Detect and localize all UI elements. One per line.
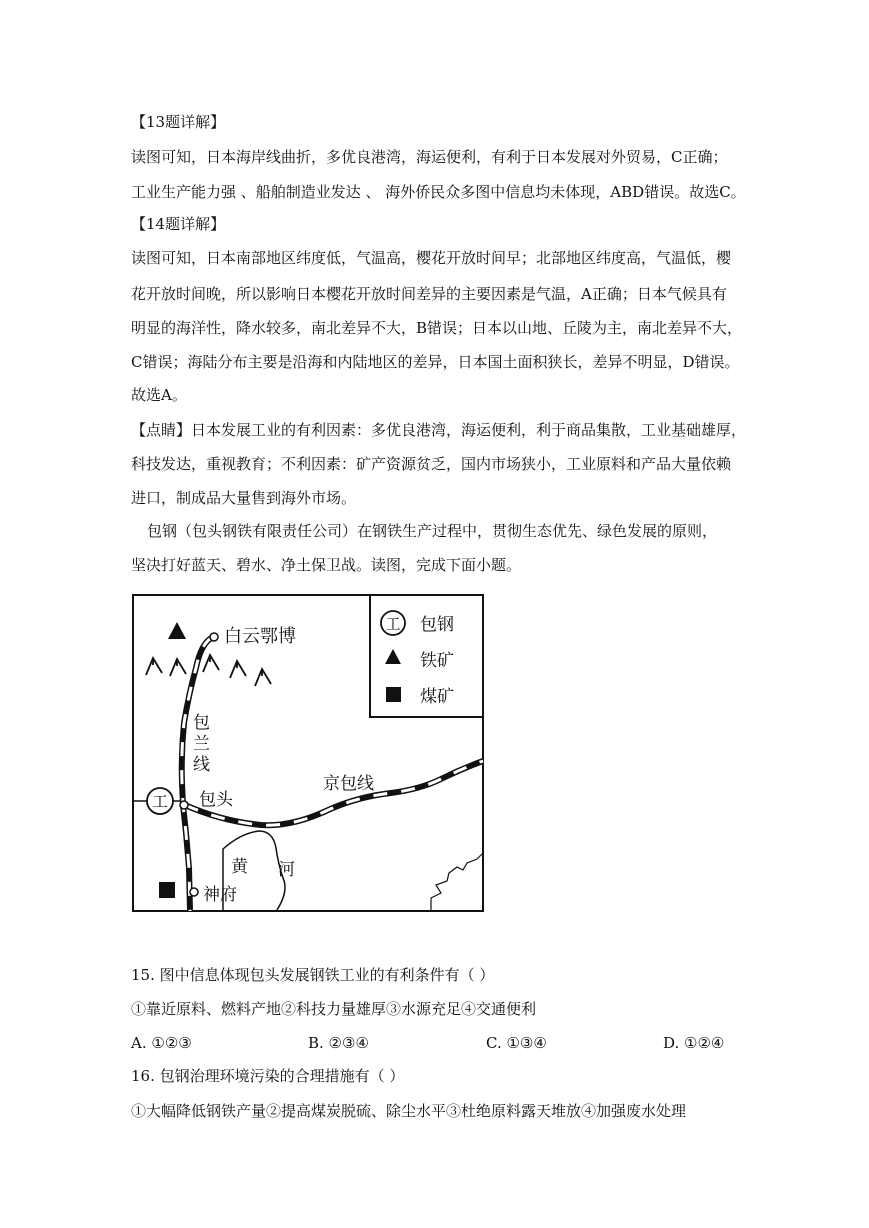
intro-line-2: 坚决打好蓝天、碧水、净土保卫战。读图，完成下面小题。 bbox=[131, 556, 522, 574]
legend-factory-label: 包钢 bbox=[420, 615, 454, 635]
baogang-factory-symbol: 工 bbox=[151, 792, 169, 811]
note-line-1: 【点睛】日本发展工业的有利因素：多优良港湾，海运便利，利于商品集散，工业基础雄厚， bbox=[131, 421, 747, 439]
q14-line-4: C错误；海陆分布主要是沿海和内陆地区的差异，日本国土面积狭长，差异不明显，D错误。 bbox=[131, 353, 740, 371]
label-shenfu: 神府 bbox=[203, 885, 237, 905]
q15-option-a[interactable]: A. ①②③ bbox=[131, 1034, 192, 1052]
baiyun-station bbox=[210, 633, 218, 641]
q14-line-5: 故选A。 bbox=[131, 386, 187, 404]
q14-line-1: 读图可知，日本南部地区纬度低，气温高，樱花开放时间早；北部地区纬度高，气温低，樱 bbox=[131, 249, 732, 267]
q15-option-d[interactable]: D. ①②④ bbox=[663, 1034, 725, 1052]
label-baotou: 包头 bbox=[199, 790, 233, 810]
q15-statement: ①靠近原料、燃料产地②科技力量雄厚③水源充足④交通便利 bbox=[131, 1000, 537, 1018]
legend-iron-label: 铁矿 bbox=[420, 651, 454, 671]
q16-stem: 16. 包钢治理环境污染的合理措施有（ ） bbox=[131, 1067, 405, 1085]
label-huanghe-1: 黄 bbox=[231, 857, 248, 877]
baotou-station bbox=[180, 801, 188, 809]
shenfu-station bbox=[190, 888, 198, 896]
legend-coal-icon bbox=[386, 687, 401, 702]
baotou-map bbox=[131, 593, 485, 913]
label-baolan-3: 线 bbox=[193, 755, 210, 775]
intro-line-1: 包钢（包头钢铁有限责任公司）在钢铁生产过程中，贯彻生态优先、绿色发展的原则， bbox=[147, 522, 718, 540]
q14-header: 【14题详解】 bbox=[131, 215, 226, 233]
legend-factory-symbol: 工 bbox=[385, 615, 401, 633]
q16-statement: ①大幅降低钢铁产量②提高煤炭脱硫、除尘水平③杜绝原料露天堆放④加强废水处理 bbox=[131, 1102, 687, 1120]
q15-option-c[interactable]: C. ①③④ bbox=[486, 1034, 547, 1052]
label-baiyun-ebo: 白云鄂博 bbox=[224, 626, 296, 647]
note-line-3: 进口，制成品大量售到海外市场。 bbox=[131, 489, 357, 507]
label-baolan-1: 包 bbox=[193, 713, 210, 733]
q13-line-1: 读图可知，日本海岸线曲折，多优良港湾，海运便利，有利于日本发展对外贸易，C正确； bbox=[131, 148, 728, 166]
legend-coal-label: 煤矿 bbox=[420, 687, 454, 707]
q14-line-3: 明显的海洋性，降水较多，南北差异不大，B错误；日本以山地、丘陵为主，南北差异不大， bbox=[131, 319, 743, 337]
q13-header: 【13题详解】 bbox=[131, 113, 226, 131]
note-line-2: 科技发达，重视教育；不利因素：矿产资源贫乏，国内市场狭小，工业原料和产品大量依赖 bbox=[131, 455, 732, 473]
coal-mine-icon bbox=[159, 882, 175, 898]
q14-line-2: 花开放时间晚，所以影响日本樱花开放时间差异的主要因素是气温，A正确；日本气候具有 bbox=[131, 285, 727, 303]
q15-option-b[interactable]: B. ②③④ bbox=[308, 1034, 369, 1052]
q15-stem: 15. 图中信息体现包头发展钢铁工业的有利条件有（ ） bbox=[131, 966, 495, 984]
label-baolan-2: 兰 bbox=[193, 734, 210, 754]
label-jingbao: 京包线 bbox=[323, 774, 374, 794]
q13-line-2: 工业生产能力强 、船舶制造业发达 、 海外侨民众多图中信息均未体现，ABD错误。故选C。 bbox=[131, 183, 746, 201]
label-huanghe-2: 河 bbox=[278, 860, 295, 880]
